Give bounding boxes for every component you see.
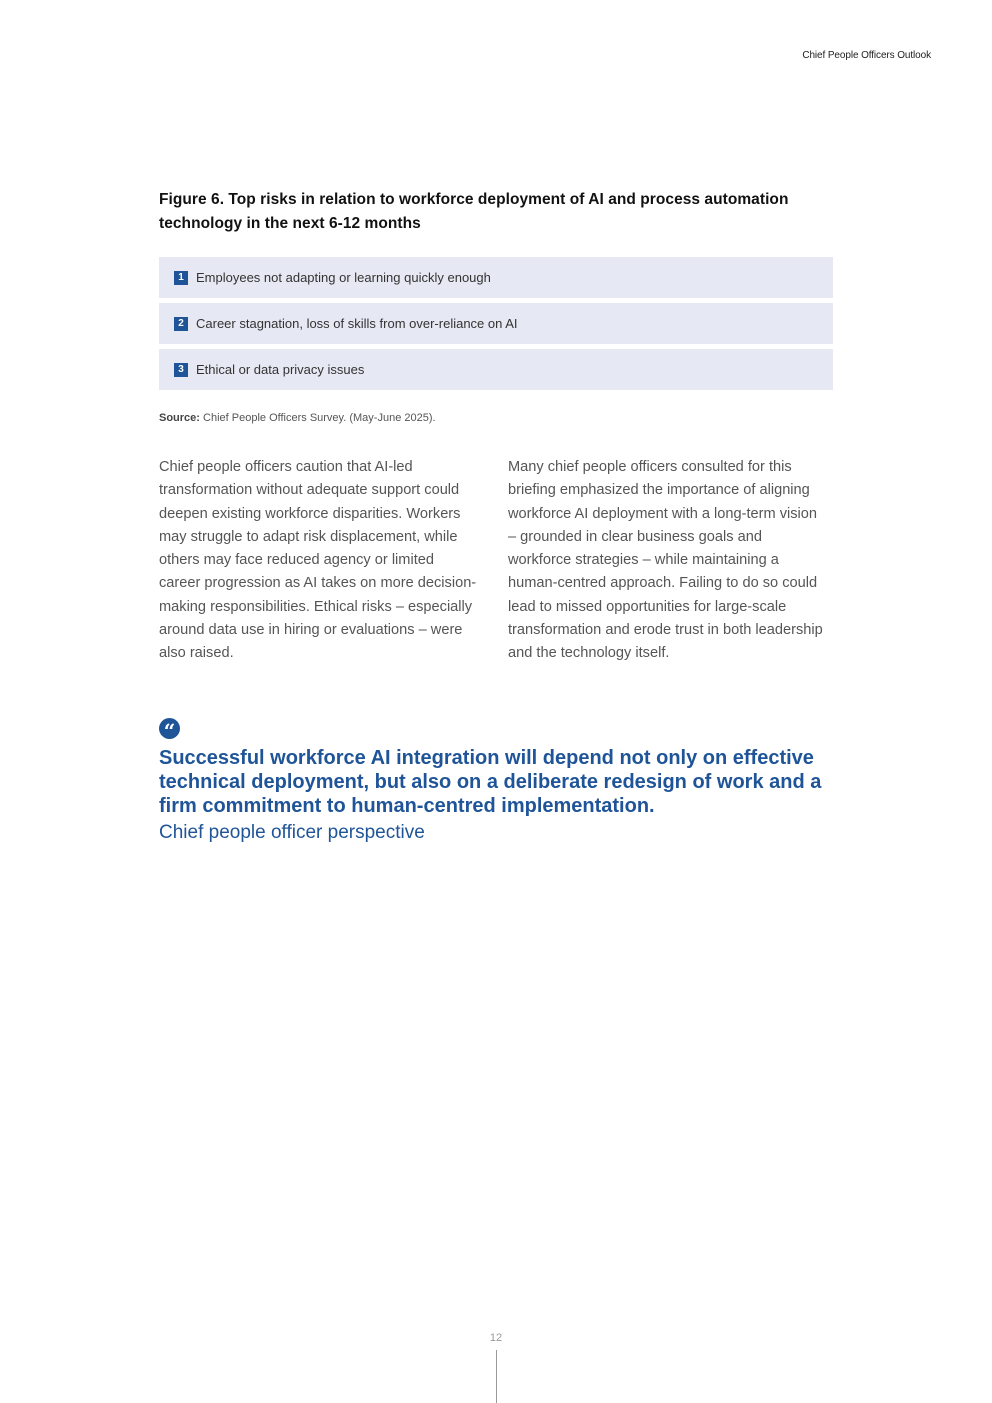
risk-item: [159, 349, 833, 390]
pull-quote: Successful workforce AI integration will depend not only on effective technical deployment, but also on a deliberate redesign of work and a firm commitment to human-centred implementation.: [159, 747, 822, 817]
quote-attribution: Chief people officer perspective: [159, 822, 425, 843]
risk-item: [159, 257, 833, 298]
risk-item: [159, 303, 833, 344]
figure-title: Figure 6. Top risks in relation to workforce deployment of AI and process automation technology in the next 6-12 months: [159, 191, 789, 232]
risk-label: Ethical or data privacy issues: [196, 362, 365, 377]
figure-source: [159, 412, 436, 424]
source-label: Source:: [159, 412, 200, 424]
risk-label: Employees not adapting or learning quickly enough: [196, 270, 491, 285]
risk-label: Career stagnation, loss of skills from over-reliance on AI: [196, 316, 518, 331]
source-text: Chief People Officers Survey. (May-June 2025).: [199, 412, 436, 424]
page-number: 12: [489, 1332, 503, 1344]
rank-badge: 2: [174, 317, 188, 331]
body-column-right: Many chief people officers consulted for this briefing emphasized the importance of aligning workforce AI deployment with a long-term vision – grounded in clear business goals and workforce strategies – while maintaining a human-centred approach. Failing to do so could lead to missed opportunities for large-scale transformation and erode trust in both leadership and the technology itself.: [508, 459, 823, 662]
rank-badge: 3: [174, 363, 188, 377]
rank-badge: 1: [174, 271, 188, 285]
quote-icon: “: [159, 718, 180, 739]
body-column-left: Chief people officers caution that AI-led transformation without adequate support could deepen existing workforce disparities. Workers may struggle to adapt risk displacement, while others may face reduced agency or limited career progression as AI takes on more decision-making responsibilities. Ethical risks – especially around data use in hiring or evaluations – were also raised.: [159, 459, 477, 662]
risk-list: [159, 257, 833, 395]
page-divider-line: [496, 1350, 497, 1403]
running-header: Chief People Officers Outlook: [802, 50, 931, 61]
